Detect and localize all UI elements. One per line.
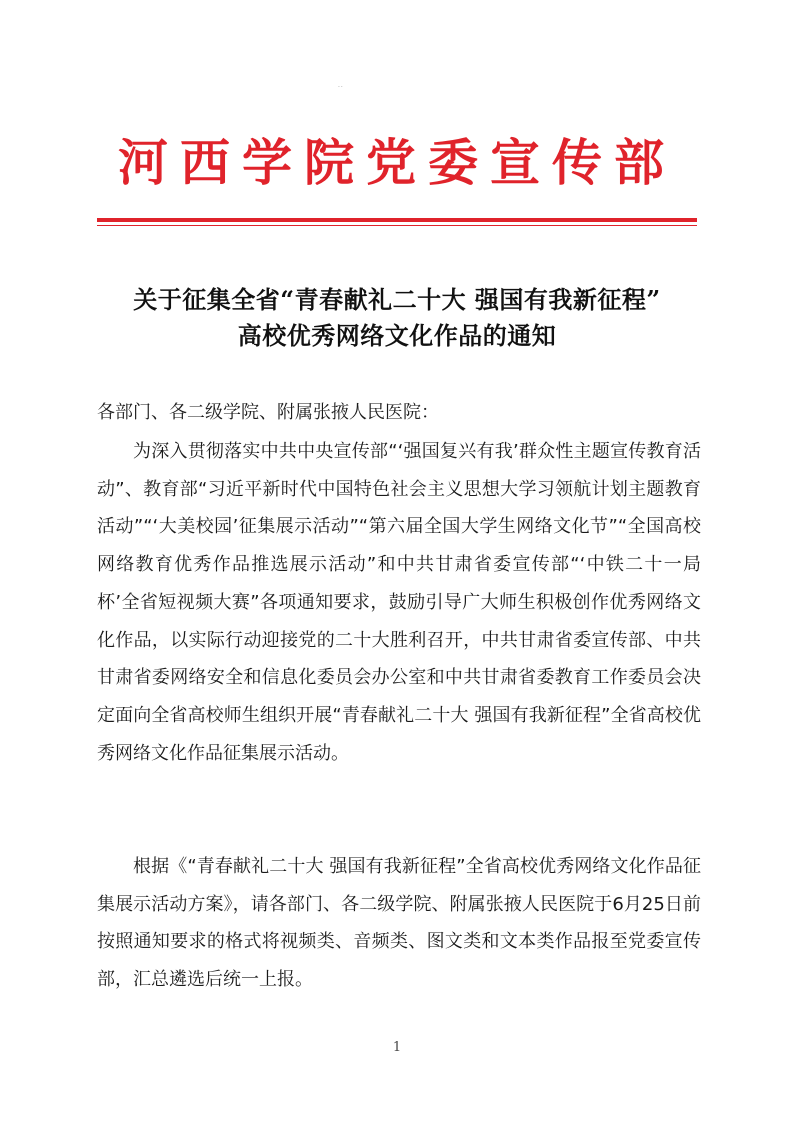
document-title-line-1: 关于征集全省“青春献礼二十大 强国有我新征程” <box>133 285 661 314</box>
letterhead-rule-thin <box>97 225 697 226</box>
letterhead-title: 河西学院党委宣传部 <box>118 133 676 192</box>
salutation: 各部门、各二级学院、附属张掖人民医院： <box>97 402 439 423</box>
body-paragraph-2: 根据《“青春献礼二十大 强国有我新征程”全省高校优秀网络文化作品征集展示活动方案》，请各部门、各二级学院、附属张掖人民医院于6月25日前按照通知要求的格式将视频类、音频类、图文类和文本类作品报至党委宣传部，汇总遴选后统一上报。 <box>97 856 701 991</box>
document-title-line-2: 高校优秀网络文化作品的通知 <box>237 321 557 350</box>
body-paragraph-1: 为深入贯彻落实中共中央宣传部“‘强国复兴有我’群众性主题宣传教育活动”、教育部“习近平新时代中国特色社会主义思想大学习领航计划主题教育活动”“‘大美校园’征集展示活动”“第六届全国大学生网络文化节”“全国高校网络教育优秀作品推选展示活动”和中共甘肃省委宣传部“‘中铁二十一局杯’全省短视频大赛”各项通知要求，鼓励引导广大师生积极创作优秀网络文化作品，以实际行动迎接党的二十大胜利召开，中共甘肃省委宣传部、中共甘肃省委网络安全和信息化委员会办公室和中共甘肃省委教育工作委员会决定面向全省高校师生组织开展“青春献礼二十大 强国有我新征程”全省高校优秀网络文化作品征集展示活动。 <box>97 441 701 764</box>
page-number: 1 <box>392 1040 402 1055</box>
letterhead-rule-thick <box>97 218 697 222</box>
top-mark: ·· <box>338 84 344 91</box>
